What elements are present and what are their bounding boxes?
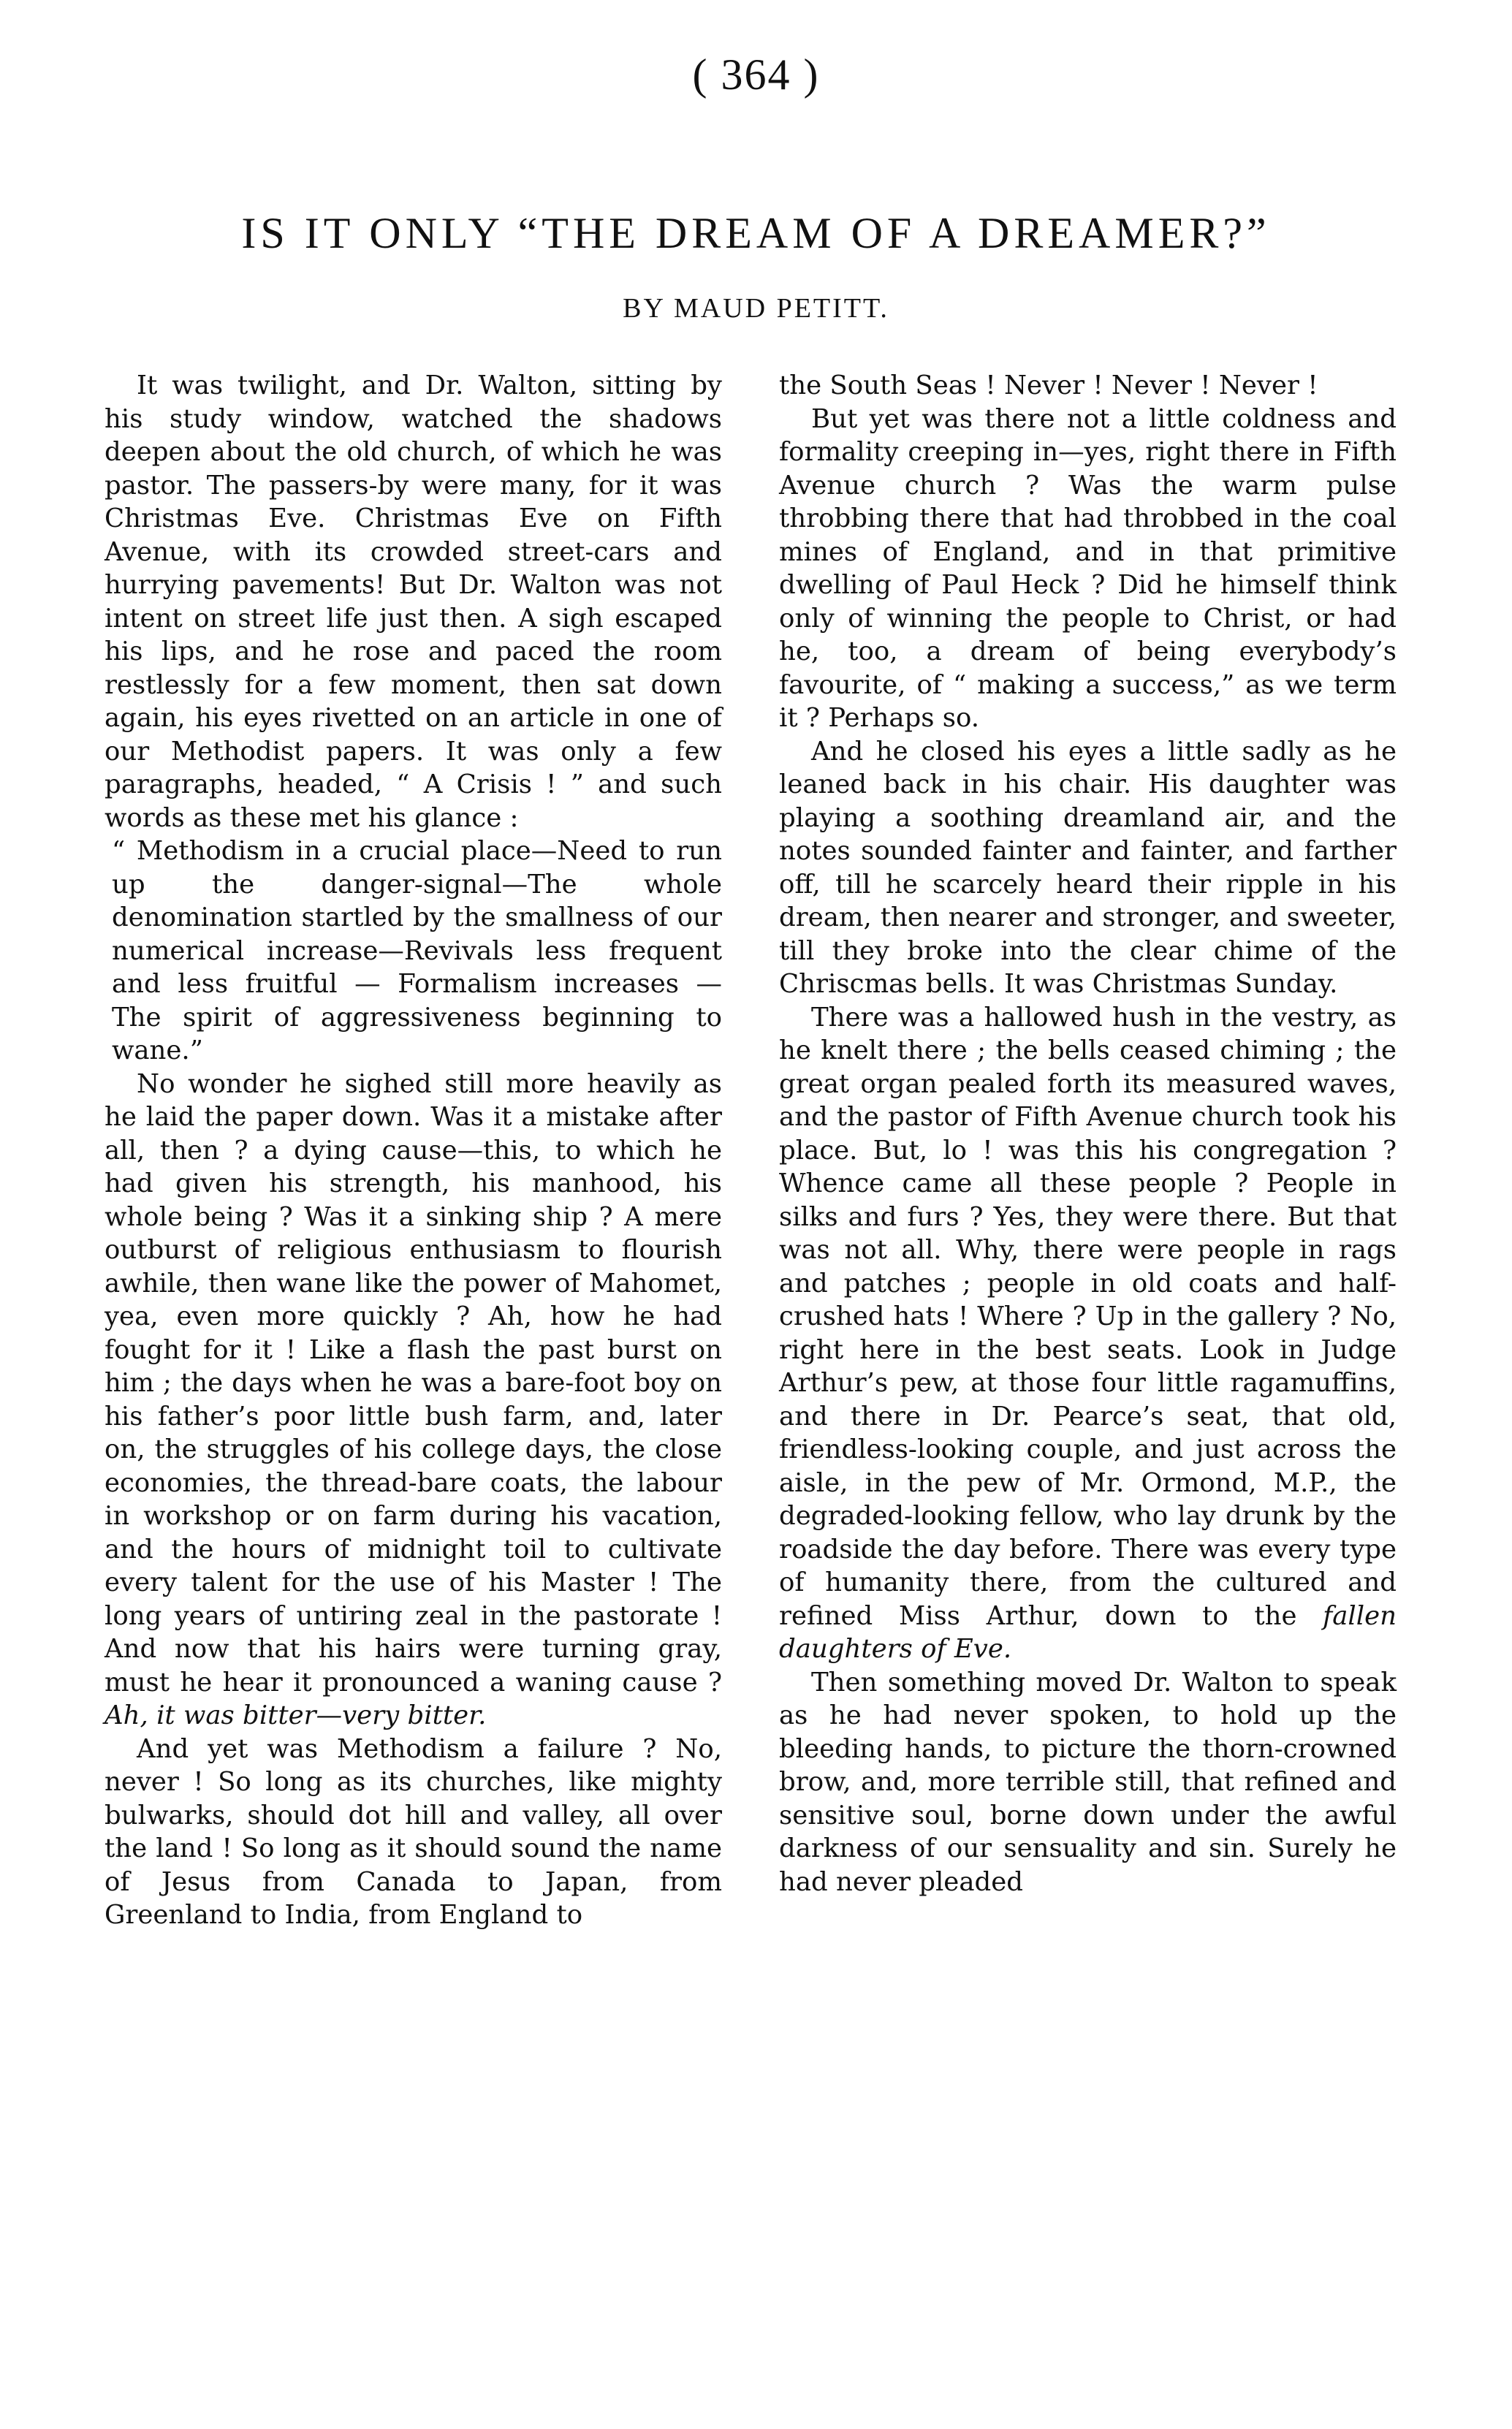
page-number: ( 364 ) bbox=[692, 50, 820, 99]
paragraph-text: There was a hallowed hush in the vestry, as he knelt there ; the bells ceased chiming ; the great organ pealed forth its measured waves, and the pastor of Fifth Avenue church took his place. But, lo ! was this his congregation ? Whence came all these people ? People in silks and furs ? Yes, they were there. But that was not all. Why, there were people in rags and patches ; people in old coats and half-crushed hats ! Where ? Up in the gallery ? No, right here in the best seats. Look in Judge Arthur’s pew, at those four little ragamuffins, and there in Dr. Pearce’s seat, that old, friendless-looking couple, and just across the aisle, in the pew of Mr. Ormond, M.P., the degraded-looking fellow, who lay drunk by the roadside the day before. There was every type of humanity there, from the cultured and refined Miss Arthur, down to the bbox=[779, 1002, 1397, 1631]
left-column bbox=[105, 369, 722, 1932]
right-column bbox=[779, 369, 1397, 1898]
italic-text: fallen daughters of Eve. bbox=[779, 1600, 1397, 1664]
quote-paragraph: “ Methodism in a crucial place—Need to run up the danger-signal—The whole denomination startled by the smallness of our numerical increase—Revivals less frequent and less fruitful — Formalism increases — The spirit of aggressiveness beginning to wane.” bbox=[112, 836, 722, 1065]
paragraph-text: No wonder he sighed still more heavily as he laid the paper down. Was it a mistake after all, then ? a dying cause—this, to which he had given his strength, his manhood, his whole being ? Was it a sinking ship ? A mere outburst of religious enthusiasm to flourish awhile, then wane like the power of Mahomet, yea, even more quickly ? Ah, how he had fought for it ! Like a flash the past burst on him ; the days when he was a bare-foot boy on his father’s poor little bush farm, and, later on, the struggles of his college days, the close economies, the thread-bare coats, the labour in workshop or on farm during his vacation, and the hours of midnight toil to cultivate every talent for the use of his Master ! The long years of untiring zeal in the pastorate ! And now that his hairs were turning gray, must he hear it pronounced a waning cause ? bbox=[105, 1068, 722, 1698]
paragraph: It was twilight, and Dr. Walton, sitting by his study window, watched the shadows deepen about the old church, of which he was pastor. The passers-by were many, for it was Christmas Eve. Christmas Eve on Fifth Avenue, with its crowded street-cars and hurrying pavements! But Dr. Walton was not intent on street life just then. A sigh escaped his lips, and he rose and paced the room restlessly for a few moment, then sat down again, his eyes rivetted on an article in one of our Methodist papers. It was only a few paragraphs, headed, “ A Crisis ! ” and such words as these met his glance : bbox=[105, 370, 722, 833]
paragraph: But yet was there not a little coldness and formality creeping in—yes, right there in Fifth Avenue church ? Was the warm pulse throbbing there that had throbbed in the coal mines of England, and in that primitive dwelling of Paul Heck ? Did he himself think only of winning the people to Christ, or had he, too, a dream of being everybody’s favourite, of “ making a success,” as we term it ? Perhaps so. bbox=[779, 403, 1397, 733]
paragraph-continuation: the South Seas ! Never ! Never ! Never ! bbox=[779, 370, 1318, 400]
paragraph: Then something moved Dr. Walton to speak as he had never spoken, to hold up the bleeding hands, to picture the thorn-crowned brow, and, more terrible still, that refined and sensitive soul, borne down under the awful darkness of our sensuality and sin. Surely he had never pleaded bbox=[779, 1667, 1397, 1897]
italic-text: Ah, it was bitter—very bitter. bbox=[105, 1700, 487, 1730]
paragraph: And he closed his eyes a little sadly as he leaned back in his chair. His daughter was playing a soothing dreamland air, and the notes sounded fainter and fainter, and farther off, till he scarcely heard their ripple in his dream, then nearer and stronger, and sweeter, till they broke into the clear chime of the Chriscmas bells. It was Christmas Sunday. bbox=[779, 736, 1397, 999]
paragraph bbox=[779, 1001, 1397, 1666]
paragraph bbox=[105, 1068, 722, 1733]
byline: BY MAUD PETITT. bbox=[623, 293, 889, 324]
paragraph: And yet was Methodism a failure ? No, never ! So long as its churches, like mighty bulwarks, should dot hill and valley, all over the land ! So long as it should sound the name of Jesus from Canada to Japan, from Greenland to India, from England to bbox=[105, 1733, 722, 1930]
article-title: IS IT ONLY “THE DREAM OF A DREAMER?” bbox=[241, 209, 1271, 257]
